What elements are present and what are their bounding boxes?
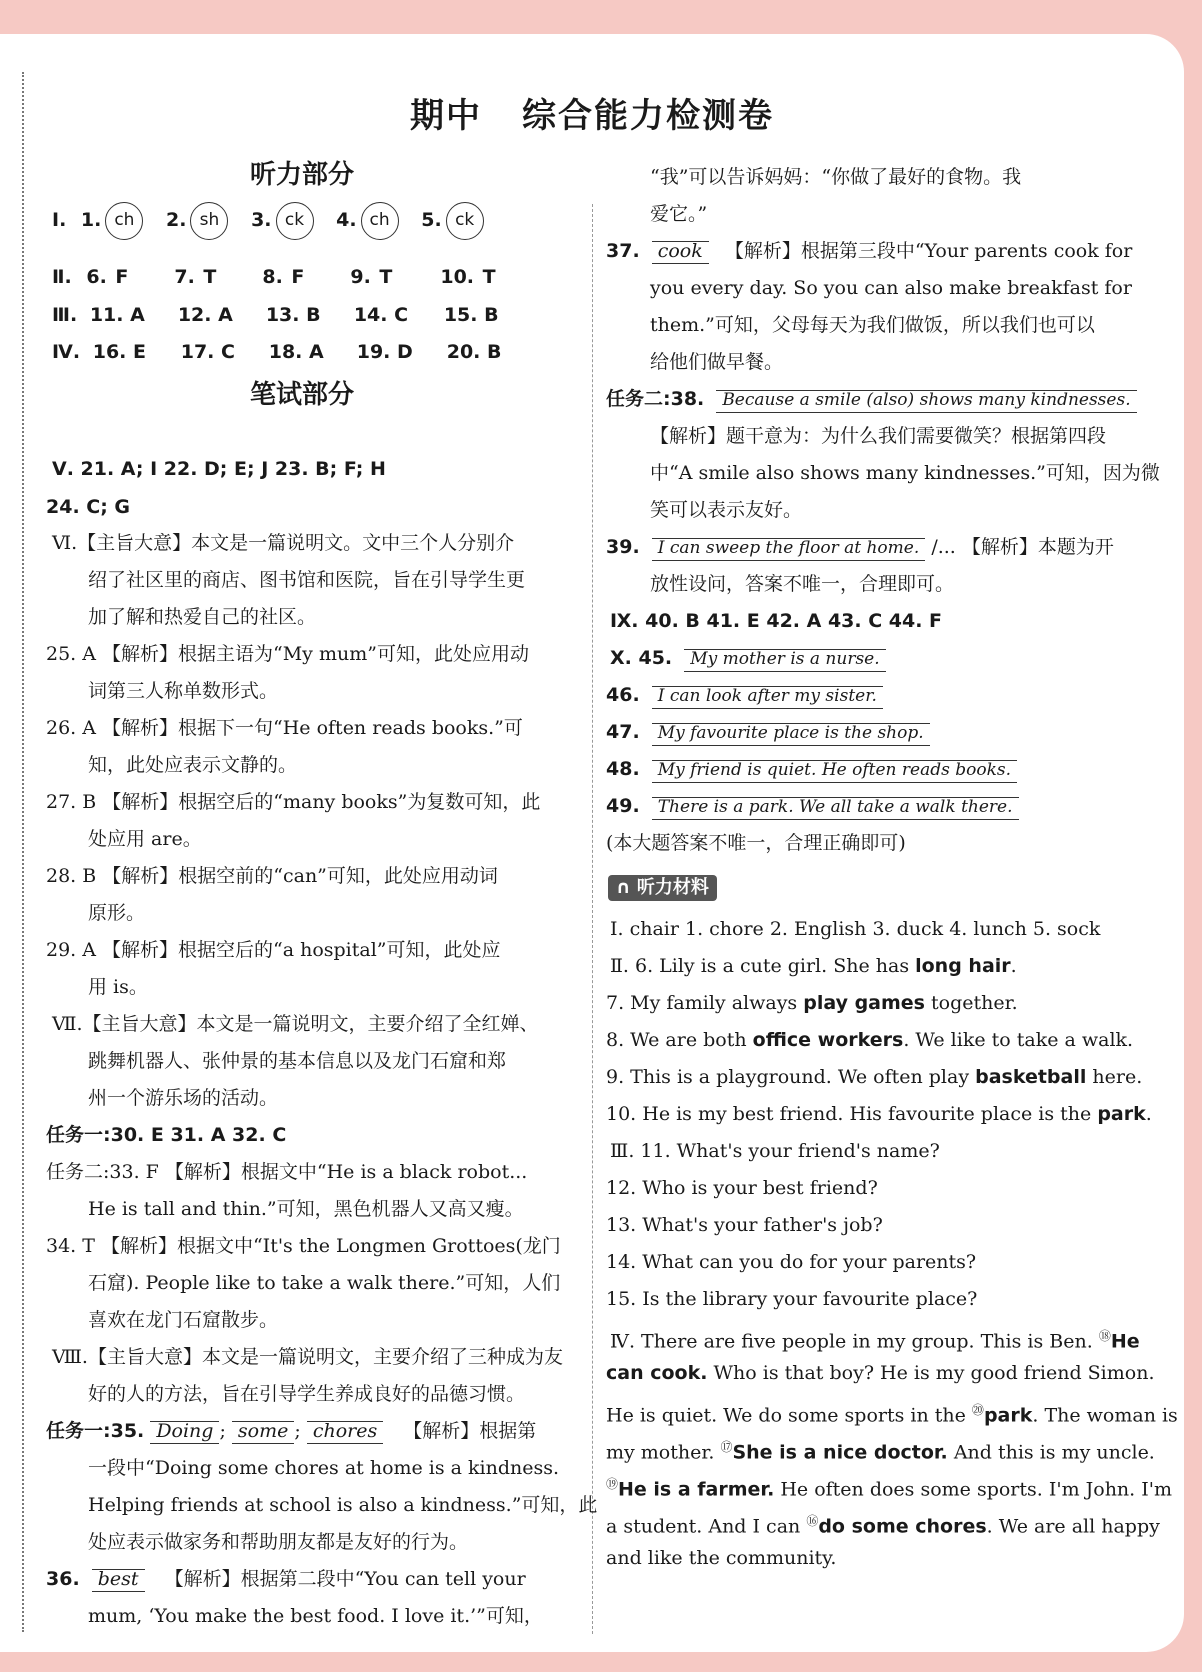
explanation-line: 笑可以表示友好。 xyxy=(650,499,803,521)
explanation-line: Helping friends at school is also a kindness.”可知，此 xyxy=(88,1494,598,1516)
explanation-line: 跳舞机器人、张仲景的基本信息以及龙门石窟和郑 xyxy=(88,1050,507,1072)
listening-heading: 听力部分 xyxy=(250,160,355,190)
material-line: 15. Is the library your favourite place? xyxy=(606,1288,978,1310)
handwritten-answer: I can sweep the floor at home. xyxy=(652,536,926,561)
explanation-line: Ⅵ.【主旨大意】本文是一篇说明文。文中三个人分别介 xyxy=(52,532,515,554)
material-line: He is quiet. We do some sports in the ⑳park. The woman is xyxy=(606,1403,1178,1427)
answer-45: Ⅹ. 45. My mother is a nurse. xyxy=(610,643,886,673)
explanation-line: 喜欢在龙门石窟散步。 xyxy=(88,1309,279,1331)
explanation-line: 爱它。” xyxy=(650,203,708,225)
explanation-line: 用 is。 xyxy=(88,976,148,998)
listening-material-tag: ∩ 听力材料 xyxy=(608,872,717,902)
handwritten-answer: My favourite place is the shop. xyxy=(652,721,930,746)
column-divider xyxy=(592,204,593,1634)
handwritten-answer: My friend is quiet. He often reads books. xyxy=(652,758,1017,783)
headphones-icon: ∩ xyxy=(616,877,631,898)
answer-task1: 任务一:30. E 31. A 32. C xyxy=(46,1124,287,1146)
explanation-line: you every day. So you can also make breakfast for xyxy=(650,277,1132,299)
material-line: ⑲He is a farmer. He often does some sports. I'm John. I'm xyxy=(606,1477,1172,1501)
answer-46: 46. I can look after my sister. xyxy=(606,680,883,710)
answer-47: 47. My favourite place is the shop. xyxy=(606,717,930,747)
explanation-line: mum, ‘You make the best food. I love it.’”可知， xyxy=(88,1605,543,1627)
explanation-line: 石窟). People like to take a walk there.”可知，人们 xyxy=(88,1272,561,1294)
material-line: 8. We are both office workers. We like to take a walk. xyxy=(606,1029,1134,1051)
explanation-line: 25. A 【解析】根据主语为“My mum”可知，此处应用动 xyxy=(46,643,529,665)
explanation-line: 34. T 【解析】根据文中“It's the Longmen Grottoes(龙门 xyxy=(46,1235,561,1257)
handwritten-answer: best xyxy=(92,1567,145,1592)
handwritten-answer: My mother is a nurse. xyxy=(684,647,885,672)
explanation-line: Ⅶ.【主旨大意】本文是一篇说明文，主要介绍了全红婵、 xyxy=(52,1013,539,1035)
answer-39: 39. I can sweep the floor at home. /... 【解析】本题为开 xyxy=(606,532,1114,562)
material-line: Ⅱ. 6. Lily is a cute girl. She has long hair. xyxy=(610,955,1017,977)
explanation-line: 词第三人称单数形式。 xyxy=(88,680,279,702)
answer-row-4: Ⅳ. 16. E 17. C 18. A 19. D 20. B xyxy=(52,341,502,363)
page-title: 期中 综合能力检测卷 xyxy=(410,96,774,136)
handwritten-answer: Doing xyxy=(150,1419,219,1444)
answer-35: 任务一:35. Doing ; some ; chores 【解析】根据第 xyxy=(46,1420,537,1442)
explanation-line: 28. B 【解析】根据空前的“can”可知，此处应用动词 xyxy=(46,865,498,887)
answer-note: (本大题答案不唯一，合理正确即可) xyxy=(606,832,906,854)
answer-48: 48. My friend is quiet. He often reads books. xyxy=(606,754,1017,784)
explanation-line: 处应表示做家务和帮助朋友都是友好的行为。 xyxy=(88,1531,469,1553)
answer-ix: Ⅸ. 40. B 41. E 42. A 43. C 44. F xyxy=(610,610,943,632)
material-line: 7. My family always play games together. xyxy=(606,992,1018,1014)
material-line: can cook. Who is that boy? He is my good friend Simon. xyxy=(606,1362,1155,1384)
explanation-line: 26. A 【解析】根据下一句“He often reads books.”可 xyxy=(46,717,523,739)
answer-v1: Ⅴ. 21. A; I 22. D; E; J 23. B; F; H xyxy=(52,458,386,480)
writing-heading: 笔试部分 xyxy=(250,380,355,410)
explanation-line: 加了解和热爱自己的社区。 xyxy=(88,606,317,628)
explanation-line: 绍了社区里的商店、图书馆和医院，旨在引导学生更 xyxy=(88,569,526,591)
answer-row-3: Ⅲ. 11. A 12. A 13. B 14. C 15. B xyxy=(52,304,499,326)
material-line: 10. He is my best friend. His favourite place is the park. xyxy=(606,1103,1152,1125)
answer-v2: 24. C; G xyxy=(46,496,131,518)
material-line: and like the community. xyxy=(606,1547,837,1569)
answer-38: 任务二:38. Because a smile (also) shows many kindnesses. xyxy=(606,384,1137,414)
material-line: Ⅲ. 11. What's your friend's name? xyxy=(610,1140,940,1162)
handwritten-answer: chores xyxy=(307,1419,383,1444)
explanation-line: 中“A smile also shows many kindnesses.”可知，因为微 xyxy=(650,462,1160,484)
explanation-line: 任务二:33. F 【解析】根据文中“He is a black robot... xyxy=(46,1161,528,1183)
handwritten-answer: Because a smile (also) shows many kindnesses. xyxy=(716,388,1136,413)
material-line: 14. What can you do for your parents? xyxy=(606,1251,977,1273)
material-line: Ⅰ. chair 1. chore 2. English 3. duck 4. lunch 5. sock xyxy=(610,918,1101,940)
explanation-line: 一段中“Doing some chores at home is a kindness. xyxy=(88,1457,560,1479)
material-line: Ⅳ. There are five people in my group. This is Ben. ⑱He xyxy=(610,1329,1140,1353)
explanation-line: 好的人的方法，旨在引导学生养成良好的品德习惯。 xyxy=(88,1383,526,1405)
handwritten-answer: some xyxy=(232,1419,294,1444)
explanation-line: 州一个游乐场的活动。 xyxy=(88,1087,279,1109)
binding-margin-line xyxy=(22,72,24,1632)
material-line: 9. This is a playground. We often play basketball here. xyxy=(606,1066,1143,1088)
explanation-line: “我”可以告诉妈妈：“你做了最好的食物。我 xyxy=(650,166,1022,188)
material-line: my mother. ⑰She is a nice doctor. And this is my uncle. xyxy=(606,1440,1155,1464)
answer-row-2: Ⅱ. 6. F 7. T 8. F 9. T 10. T xyxy=(52,266,496,288)
answer-page xyxy=(0,34,1184,1652)
explanation-line: 27. B 【解析】根据空后的“many books”为复数可知，此 xyxy=(46,791,541,813)
material-line: 13. What's your father's job? xyxy=(606,1214,883,1236)
explanation-line: 原形。 xyxy=(88,902,146,924)
answer-row-1: Ⅰ. 1. ch 2. sh 3. ck 4. ch 5. ck xyxy=(52,200,500,240)
explanation-line: He is tall and thin.”可知，黑色机器人又高又瘦。 xyxy=(88,1198,524,1220)
explanation-line: Ⅷ.【主旨大意】本文是一篇说明文，主要介绍了三种成为友 xyxy=(52,1346,563,1368)
explanation-line: 放性设问，答案不唯一，合理即可。 xyxy=(650,573,955,595)
explanation-line: 给他们做早餐。 xyxy=(650,351,784,373)
material-line: 12. Who is your best friend? xyxy=(606,1177,878,1199)
explanation-line: them.”可知，父母每天为我们做饭，所以我们也可以 xyxy=(650,314,1095,336)
answer-49: 49. There is a park. We all take a walk there. xyxy=(606,791,1019,821)
explanation-line: 29. A 【解析】根据空后的“a hospital”可知，此处应 xyxy=(46,939,501,961)
answer-37: 37. cook 【解析】根据第三段中“Your parents cook for xyxy=(606,240,1133,262)
explanation-line: 处应用 are。 xyxy=(88,828,202,850)
material-line: a student. And I can ⑯do some chores. We are all happy xyxy=(606,1514,1160,1538)
handwritten-answer: cook xyxy=(652,239,709,264)
explanation-line: 知，此处应表示文静的。 xyxy=(88,754,298,776)
explanation-line: 【解析】题干意为：为什么我们需要微笑？根据第四段 xyxy=(650,425,1107,447)
handwritten-answer: I can look after my sister. xyxy=(652,684,883,709)
answer-36: 36. best 【解析】根据第二段中“You can tell your xyxy=(46,1568,526,1590)
handwritten-answer: There is a park. We all take a walk there. xyxy=(652,795,1019,820)
